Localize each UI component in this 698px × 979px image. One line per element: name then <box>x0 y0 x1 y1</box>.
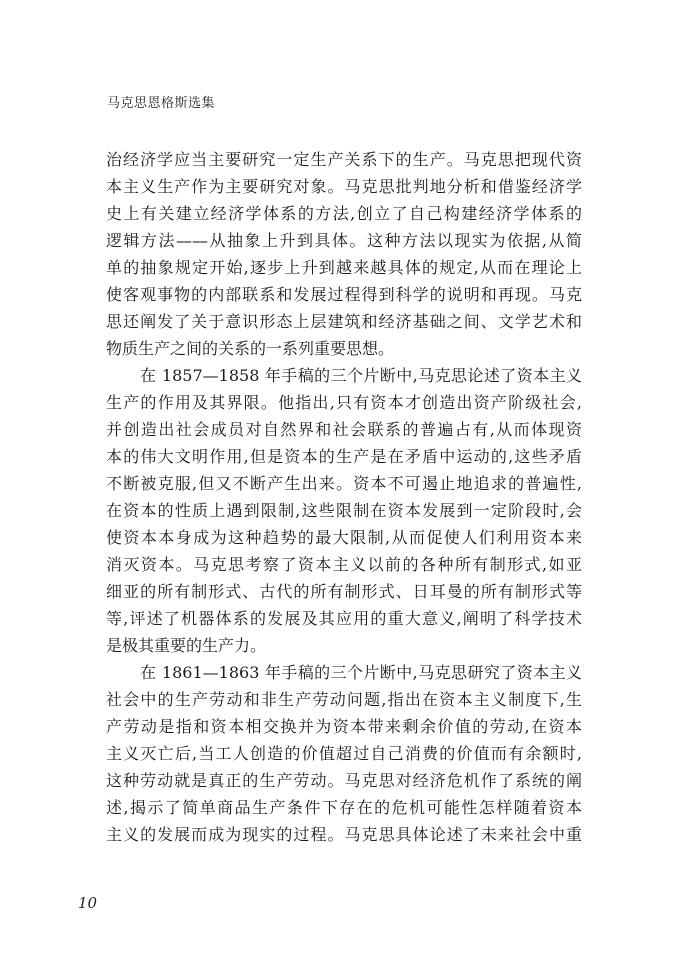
text-line: 本主义生产作为主要研究对象。马克思批判地分析和借鉴经济学 <box>106 177 582 196</box>
text-line: 单的抽象规定开始,逐步上升到越来越具体的规定,从而在理论上 <box>106 258 582 277</box>
text-line: 是极其重要的生产力。 <box>106 636 267 655</box>
text-line: 在 1857—1858 年手稿的三个片断中,马克思论述了资本主义 <box>140 366 582 385</box>
text-line: 生产的作用及其界限。他指出,只有资本才创造出资产阶级社会, <box>106 393 582 412</box>
text-line: 在 1861—1863 年手稿的三个片断中,马克思研究了资本主义 <box>140 663 582 682</box>
text-line: 述,揭示了简单商品生产条件下存在的危机可能性怎样随着资本 <box>106 798 582 817</box>
text-line: 主义灭亡后,当工人创造的价值超过自己消费的价值而有余额时, <box>106 744 582 763</box>
text-line: 史上有关建立经济学体系的方法,创立了自己构建经济学体系的 <box>106 204 582 223</box>
running-head: 马克思恩格斯选集 <box>107 96 216 111</box>
text-line: 细亚的所有制形式、古代的所有制形式、日耳曼的所有制形式等 <box>106 582 582 601</box>
body-text <box>106 146 582 848</box>
text-line: 等,评述了机器体系的发展及其应用的重大意义,阐明了科学技术 <box>106 609 582 628</box>
text-line: 使客观事物的内部联系和发展过程得到科学的说明和再现。马克 <box>106 285 582 304</box>
text-line: 不断被克服,但又不断产生出来。资本不可遏止地追求的普遍性, <box>106 474 582 493</box>
text-line: 物质生产之间的关系的一系列重要思想。 <box>106 339 395 358</box>
text-line: 主义的发展而成为现实的过程。马克思具体论述了未来社会中重 <box>106 825 582 844</box>
text-line: 消灭资本。马克思考察了资本主义以前的各种所有制形式,如亚 <box>106 555 582 574</box>
text-line: 产劳动是指和资本相交换并为资本带来剩余价值的劳动,在资本 <box>106 717 582 736</box>
text-line: 治经济学应当主要研究一定生产关系下的生产。马克思把现代资 <box>106 150 582 169</box>
text-line: 思还阐发了关于意识形态上层建筑和经济基础之间、文学艺术和 <box>106 312 582 331</box>
text-line: 这种劳动就是真正的生产劳动。马克思对经济危机作了系统的阐 <box>106 771 582 790</box>
text-line: 并创造出社会成员对自然界和社会联系的普遍占有,从而体现资 <box>106 420 582 439</box>
text-line: 使资本本身成为这种趋势的最大限制,从而促使人们利用资本来 <box>106 528 582 547</box>
text-line: 逻辑方法——从抽象上升到具体。这种方法以现实为依据,从简 <box>106 231 582 250</box>
text-line: 在资本的性质上遇到限制,这些限制在资本发展到一定阶段时,会 <box>106 501 582 520</box>
text-line: 本的伟大文明作用,但是资本的生产是在矛盾中运动的,这些矛盾 <box>106 447 582 466</box>
text-line: 社会中的生产劳动和非生产劳动问题,指出在资本主义制度下,生 <box>106 690 582 709</box>
page-number: 10 <box>78 894 98 912</box>
